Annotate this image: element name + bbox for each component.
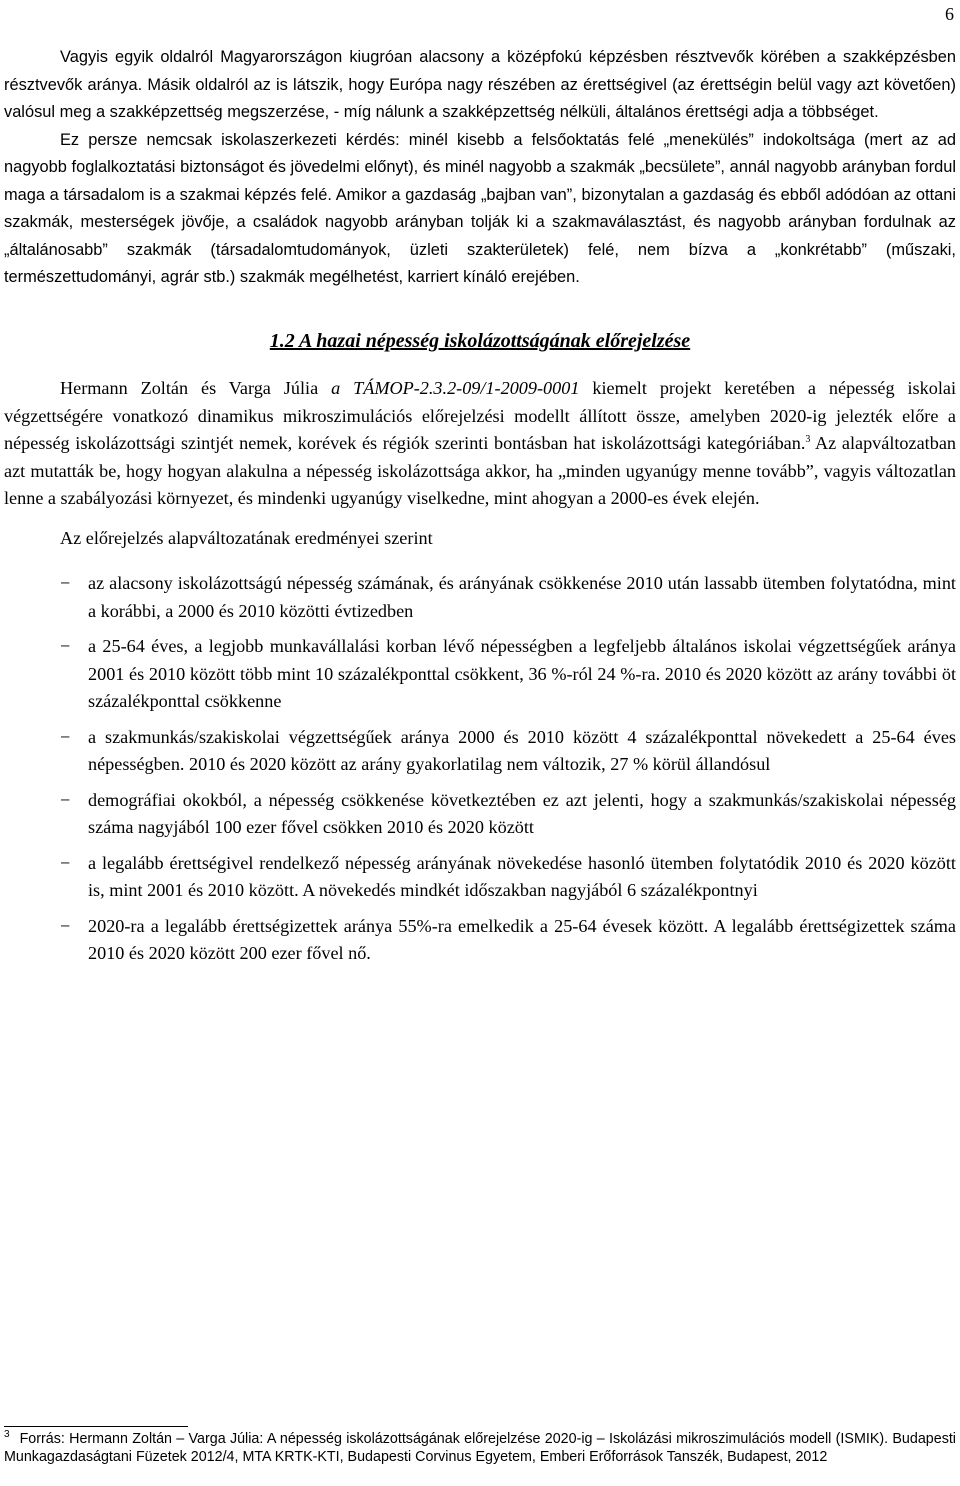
paragraph-3-part1: Hermann Zoltán és Varga Júlia (60, 378, 332, 398)
dash-bullet: − (60, 915, 71, 936)
list-item (4, 913, 956, 968)
footnote-text: Forrás: Hermann Zoltán – Varga Júlia: A népesség iskolázottságának előrejelzése 2020-ig – Iskolázási mikroszimulációs modell (ISMIK). Budapesti Munkagazdaságtani Füzetek 2012/4, MTA KRTK-KTI, Budapesti Corvinus Egyetem, Emberi Erőforrások Tanszék, Budapest, 2012 (4, 1431, 956, 1465)
footnote-divider (4, 1426, 188, 1427)
dash-bullet: − (60, 726, 71, 747)
list-item (4, 787, 956, 842)
results-list (4, 570, 956, 968)
dash-bullet: − (60, 573, 71, 593)
list-intro: Az előrejelzés alapváltozatának eredményei szerint (60, 527, 433, 548)
footnote (4, 1430, 956, 1466)
project-code: a TÁMOP-2.3.2-09/1-2009-0001 (331, 378, 580, 398)
paragraph-1: Vagyis egyik oldalról Magyarországon kiugróan alacsony a középfokú képzésben résztvevők körében a szakképzésben résztvevők aránya. Másik oldalról az is látszik, hogy Európa nagy részében az érettségivel (az érettségin belül vagy azt követően) valósul meg a szakképzettség megszerzése, - míg nálunk a szakképzettség nélküli, általános érettségi adja a többséget. (4, 48, 956, 121)
list-item-text: a 25-64 éves, a legjobb munkavállalási korban lévő népességben a legfeljebb általános iskolai végzettségűek aránya 2001 és 2010 között több mint 10 százalékponttal csökkent, 36 %-ról 24 %-ra. 2010 és 2020 között az arány további öt százalékponttal csökkenne (88, 636, 956, 711)
page-body (4, 44, 956, 976)
dash-bullet: − (60, 636, 71, 656)
list-item-text: a legalább érettségivel rendelkező népesség arányának növekedése hasonló ütemben folytatódik 2010 és 2020 között is, mint 2001 és 2010 között. A növekedés mindkét időszakban nagyjából 6 százalékpontnyi (88, 852, 956, 900)
paragraph-3-part3: Az alapváltozatban azt mutatták be, hogy hogyan alakulna a népesség iskolázottsága akkor, ha „minden ugyanúgy menne tovább”, vagyis változatlan lenne a szabályozási környezet, és mindenki ugyanúgy viselkedne, mint ahogyan a 2000-es évek elején. (4, 433, 956, 508)
dash-bullet: − (60, 789, 71, 810)
paragraph-3 (4, 375, 956, 513)
list-item-text: demográfiai okokból, a népesség csökkenése következtében ez azt jelenti, hogy a szakmunkás/szakiskolai népesség száma nagyjából 100 ezer fővel csökken 2010 és 2020 között (88, 789, 956, 837)
page-number: 6 (945, 4, 954, 24)
paragraph-2: Ez persze nemcsak iskolaszerkezeti kérdés: minél kisebb a felsőoktatás felé „menekülés” indokoltsága (mert az ad nagyobb foglalkoztatási biztonságot és jövedelmi előnyt), és minél nagyobb a szakmák „becsülete”, annál nagyobb arányban fordul maga a társadalom is a szakmai képzés felé. Amikor a gazdaság „bajban van”, bizonytalan a gazdaság és ebből adódóan az ottani szakmák, mesterségek jövője, a családok nagyobb arányban tolják ki a szakmaválasztást, és nagyobb arányban fordulnak az „általánosabb” szakmák (társadalomtudományok, üzleti szakterületek) felé, nem bízva a „konkrétabb” (műszaki, természettudományi, agrár stb.) szakmák megélhetést, karriert kínáló erejében. (4, 130, 956, 286)
list-item-text: a szakmunkás/szakiskolai végzettségűek aránya 2000 és 2010 között 4 százalékponttal növekedett a 25-64 éves népességben. 2010 és 2020 között az arány gyakorlatilag nem változik, 27 % körül állandósul (88, 726, 956, 774)
footnote-ref[interactable]: 3 (805, 433, 811, 445)
list-item (4, 633, 956, 716)
list-item (4, 570, 956, 625)
footnote-mark: 3 (4, 1429, 10, 1441)
list-item-text: az alacsony iskolázottságú népesség számának, és arányának csökkenése 2010 után lassabb ütemben folytatódna, mint a korábbi, a 2000 és 2010 közötti évtizedben (88, 573, 956, 621)
paragraph-3-part2: kiemelt projekt keretében a népesség iskolai végzettségére vonatkozó dinamikus mikroszimulációs előrejelzési modellt állított össze, amelyben 2020-ig jelezték előre a népesség iskolázottsági szintjét nemek, korévek és régiók szerinti bontásban hat iskolázottsági kategóriában. (4, 378, 956, 453)
dash-bullet: − (60, 852, 71, 873)
list-item (4, 850, 956, 905)
section-heading: 1.2 A hazai népesség iskolázottságának előrejelzése (269, 329, 691, 352)
list-item-text: 2020-ra a legalább érettségizettek aránya 55%-ra emelkedik a 25-64 évesek között. A legalább érettségizettek száma 2010 és 2020 között 200 ezer fővel nő. (88, 915, 956, 963)
list-item (4, 724, 956, 779)
